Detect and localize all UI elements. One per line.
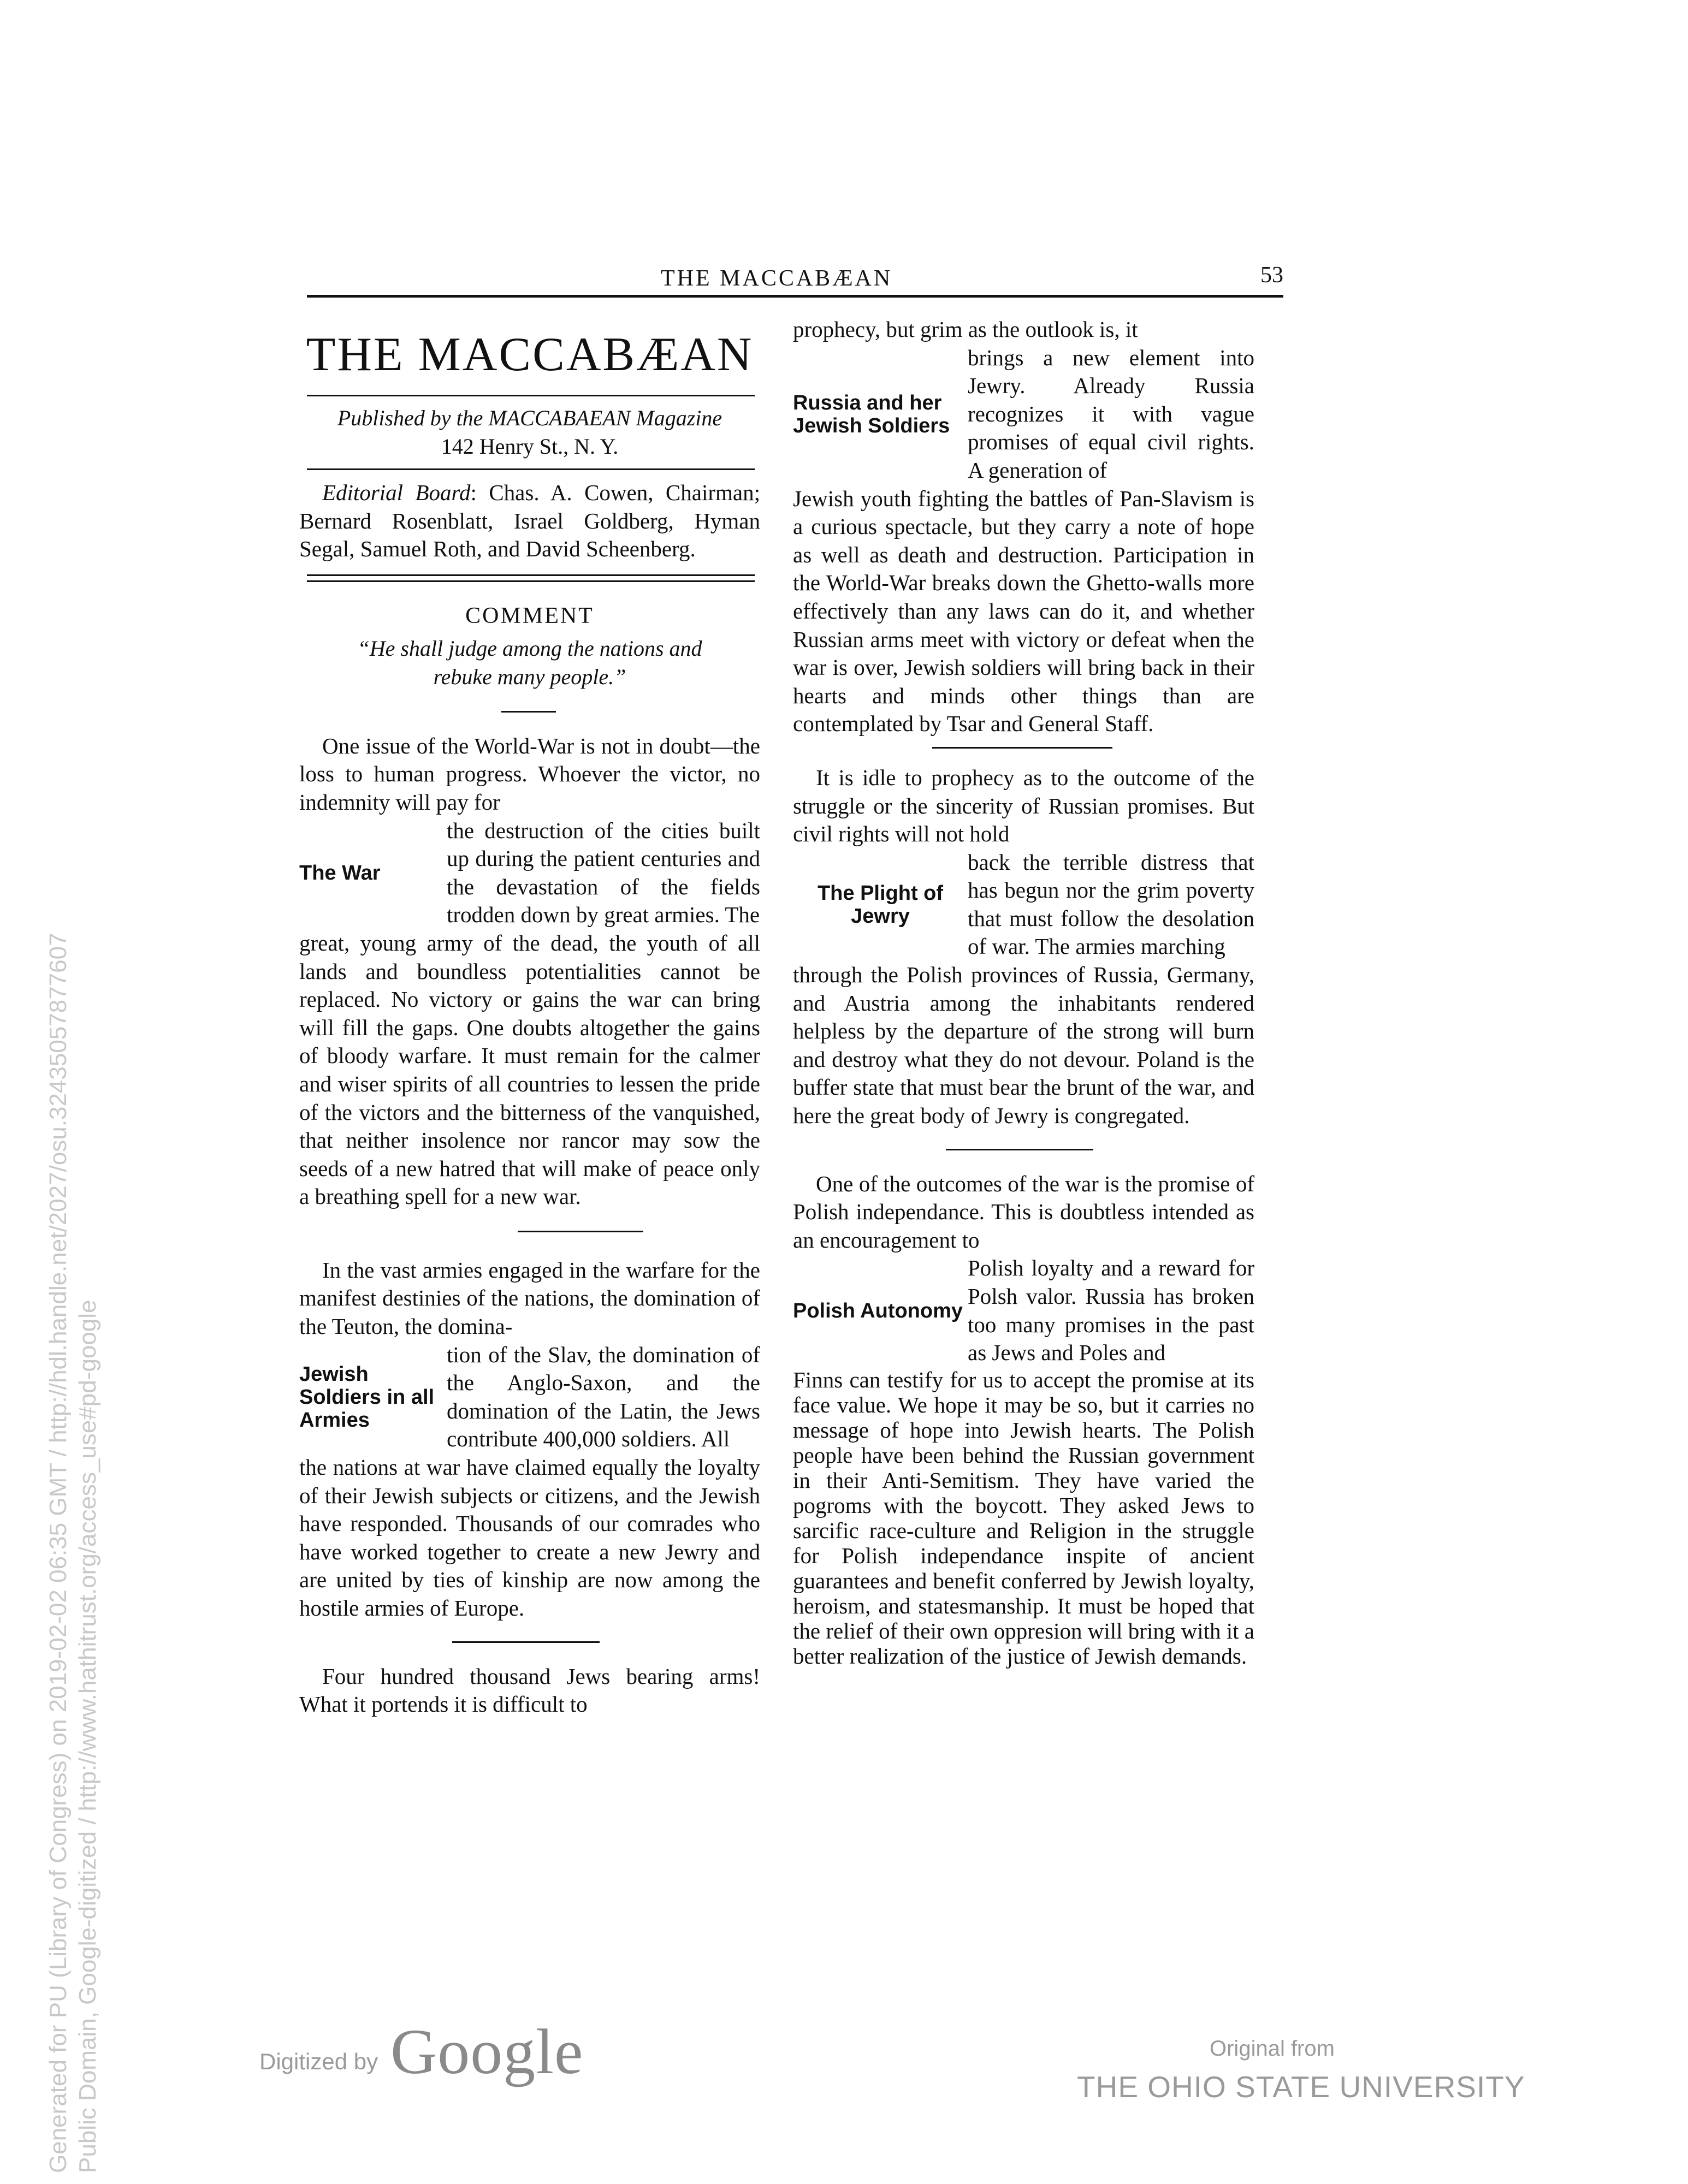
plight-sidenote-row bbox=[793, 848, 1254, 961]
plight-top: It is idle to prophecy as to the outcome of the struggle or the sincerity of Russian promises. But civil rights will not hold bbox=[793, 764, 1254, 847]
polish-sidenote-row bbox=[793, 1254, 1254, 1367]
polish-beside: Polish loyalty and a reward for Polsh valor. Russia has broken too many promises in the past as Jews and Poles and bbox=[968, 1255, 1254, 1366]
soldiers-bottom: the nations at war have claimed equally the loyalty of their Jewish subjects or citizens, and the Jewish have responded. Thousands of our comrades who have worked together to create a new Jewry and are united by ties of kinship are now among the hostile armies of Europe. bbox=[299, 1455, 760, 1621]
section-divider bbox=[501, 711, 556, 713]
russia-top: prophecy, but grim as the outlook is, it bbox=[793, 317, 1138, 342]
comment-epigraph: “He shall judge among the nations and rebuke many people.” bbox=[357, 636, 702, 689]
section-plight bbox=[793, 764, 1254, 1130]
published-by: Published by the MACCABAEAN Magazine bbox=[337, 406, 722, 430]
left-column bbox=[299, 319, 760, 1719]
plight-beside: back the terrible distress that has begun nor the grim poverty that must follow the desolation of war. The armies marching bbox=[968, 849, 1254, 959]
sidenote-plight: The Plight of Jewry bbox=[817, 881, 944, 928]
section-divider bbox=[932, 747, 1112, 749]
double-rule-bottom bbox=[307, 580, 755, 582]
running-title: THE MACCABÆAN bbox=[661, 266, 893, 291]
digitized-by-label: Digitized by bbox=[259, 2049, 378, 2074]
russia-beside: brings a new element into Jewry. Already Russia recognizes it with vague promises of equal civil rights. A generation of bbox=[968, 345, 1254, 483]
war-beside: the destruction of the cities built up during the patient centuries and the devastation of the fields trodden down by great armies. The bbox=[447, 817, 760, 928]
double-rule-top bbox=[307, 574, 755, 576]
editorial-board bbox=[299, 479, 760, 563]
polish-top: One of the outcomes of the war is the promise of Polish independance. This is doubtless intended as an encouragement to bbox=[793, 1171, 1254, 1253]
header-rule bbox=[307, 295, 1283, 298]
soldiers-top: In the vast armies engaged in the warfare for the manifest destinies of the nations, the domination of the Teuton, the domina- bbox=[299, 1257, 760, 1339]
watermark-line-2: Public Domain, Google-digitized / http://www.hathitrust.org/access_use#pd-google bbox=[74, 1299, 101, 2173]
address: 142 Henry St., N. Y. bbox=[441, 434, 619, 459]
section-divider bbox=[452, 1641, 600, 1643]
russia-sidenote-row bbox=[793, 344, 1254, 485]
section-divider bbox=[518, 1231, 643, 1232]
plight-bottom: through the Polish provinces of Russia, Germany, and Austria among the inhabitants rendered helpless by the departure of the strong will burn and destroy what they do not devour. Poland is the buffer state that must bear the brunt of the war, and here the great body of Jewry is congregated. bbox=[793, 962, 1254, 1129]
sidenote-polish: Polish Autonomy bbox=[793, 1299, 963, 1322]
section-polish bbox=[793, 1170, 1254, 1669]
soldiers-sidenote-row bbox=[299, 1341, 760, 1453]
war-bottom: great, young army of the dead, the youth of all lands and boundless potentialities cannot be replaced. No victory or gains the war can bring will fill the gaps. One doubts altogether the gains of bloody warfare. It must remain for the calmer and wiser spirits of all countries to lessen the pride of the victors and the bitterness of the vanquished, that neither insolence nor rancor may sow the seeds of a new hatred that will make of peace only a breathing spell for a new war. bbox=[299, 930, 760, 1209]
page-number: 53 bbox=[1260, 263, 1283, 288]
google-logo: Google bbox=[390, 2016, 584, 2087]
russia-bottom: Jewish youth fighting the battles of Pan-Slavism is a curious spectacle, but they carry a note of hope as well as death and destruction. Participation in the World-War breaks down the Ghetto-walls more effectively than any laws can do it, and whether Russian arms meet with victory or defeat when the war is over, Jewish soldiers will bring back in their hearts and minds other things than are contemplated by Tsar and General Staff. bbox=[793, 485, 1254, 737]
sidenote-jewish-soldiers: Jewish Soldiers in all Armies bbox=[299, 1362, 435, 1432]
section-jewish-soldiers bbox=[299, 1256, 760, 1623]
hathitrust-watermark bbox=[44, 66, 103, 2173]
masthead-rule-1 bbox=[307, 395, 755, 396]
editorial-text: : Chas. A. Cowen, Chairman; Bernard Rosenblatt, Israel Goldberg, Hyman Segal, Samuel Roth, and David Scheenberg. bbox=[299, 480, 760, 562]
section-divider bbox=[946, 1149, 1093, 1150]
masthead-rule-2 bbox=[307, 468, 755, 470]
war-top: One issue of the World-War is not in doubt—the loss to human progress. Whoever the victor, no indemnity will pay for bbox=[299, 733, 760, 815]
section-russia bbox=[793, 316, 1254, 738]
right-column bbox=[793, 316, 1254, 1669]
sidenote-the-war: The War bbox=[299, 861, 381, 885]
masthead-title: THE MACCABÆAN bbox=[306, 328, 754, 381]
running-header bbox=[306, 262, 1283, 295]
four-hundred-thousand: Four hundred thousand Jews bearing arms! What it portends it is difficult to bbox=[299, 1663, 760, 1717]
polish-bottom: Finns can testify for us to accept the promise at its face value. We hope it may be so, but it carries no message of hope into Jewish hearts. The Polish people have been behind the Russian government in their Anti-Semitism. They have varied the pogroms with the boycott. They asked Jews to sarcific race-culture and Religion in the struggle for Polish independance inspite of ancient guarantees and benefit conferred by Jewish loyalty, heroism, and statesmanship. It must be hoped that the relief of their own oppresion will bring with it a better realization of the justice of Jewish demands. bbox=[793, 1367, 1254, 1669]
section-the-war bbox=[299, 732, 760, 1211]
university-label: THE OHIO STATE UNIVERSITY bbox=[1077, 2070, 1525, 2104]
sidenote-russia: Russia and her Jewish Soldiers bbox=[793, 391, 950, 437]
soldiers-beside: tion of the Slav, the domination of the Anglo-Saxon, and the domination of the Latin, the Jews contribute 400,000 soldiers. All bbox=[447, 1342, 760, 1452]
war-sidenote-row bbox=[299, 817, 760, 929]
original-from-label: Original from bbox=[1210, 2037, 1335, 2061]
watermark-line-1: Generated for PU (Library of Congress) on 2019-02-02 06:35 GMT / http://hdl.handle.net/2027/osu.32435057877607 bbox=[45, 933, 72, 2173]
comment-heading: COMMENT bbox=[465, 603, 594, 628]
editorial-label: Editorial Board bbox=[322, 480, 471, 505]
